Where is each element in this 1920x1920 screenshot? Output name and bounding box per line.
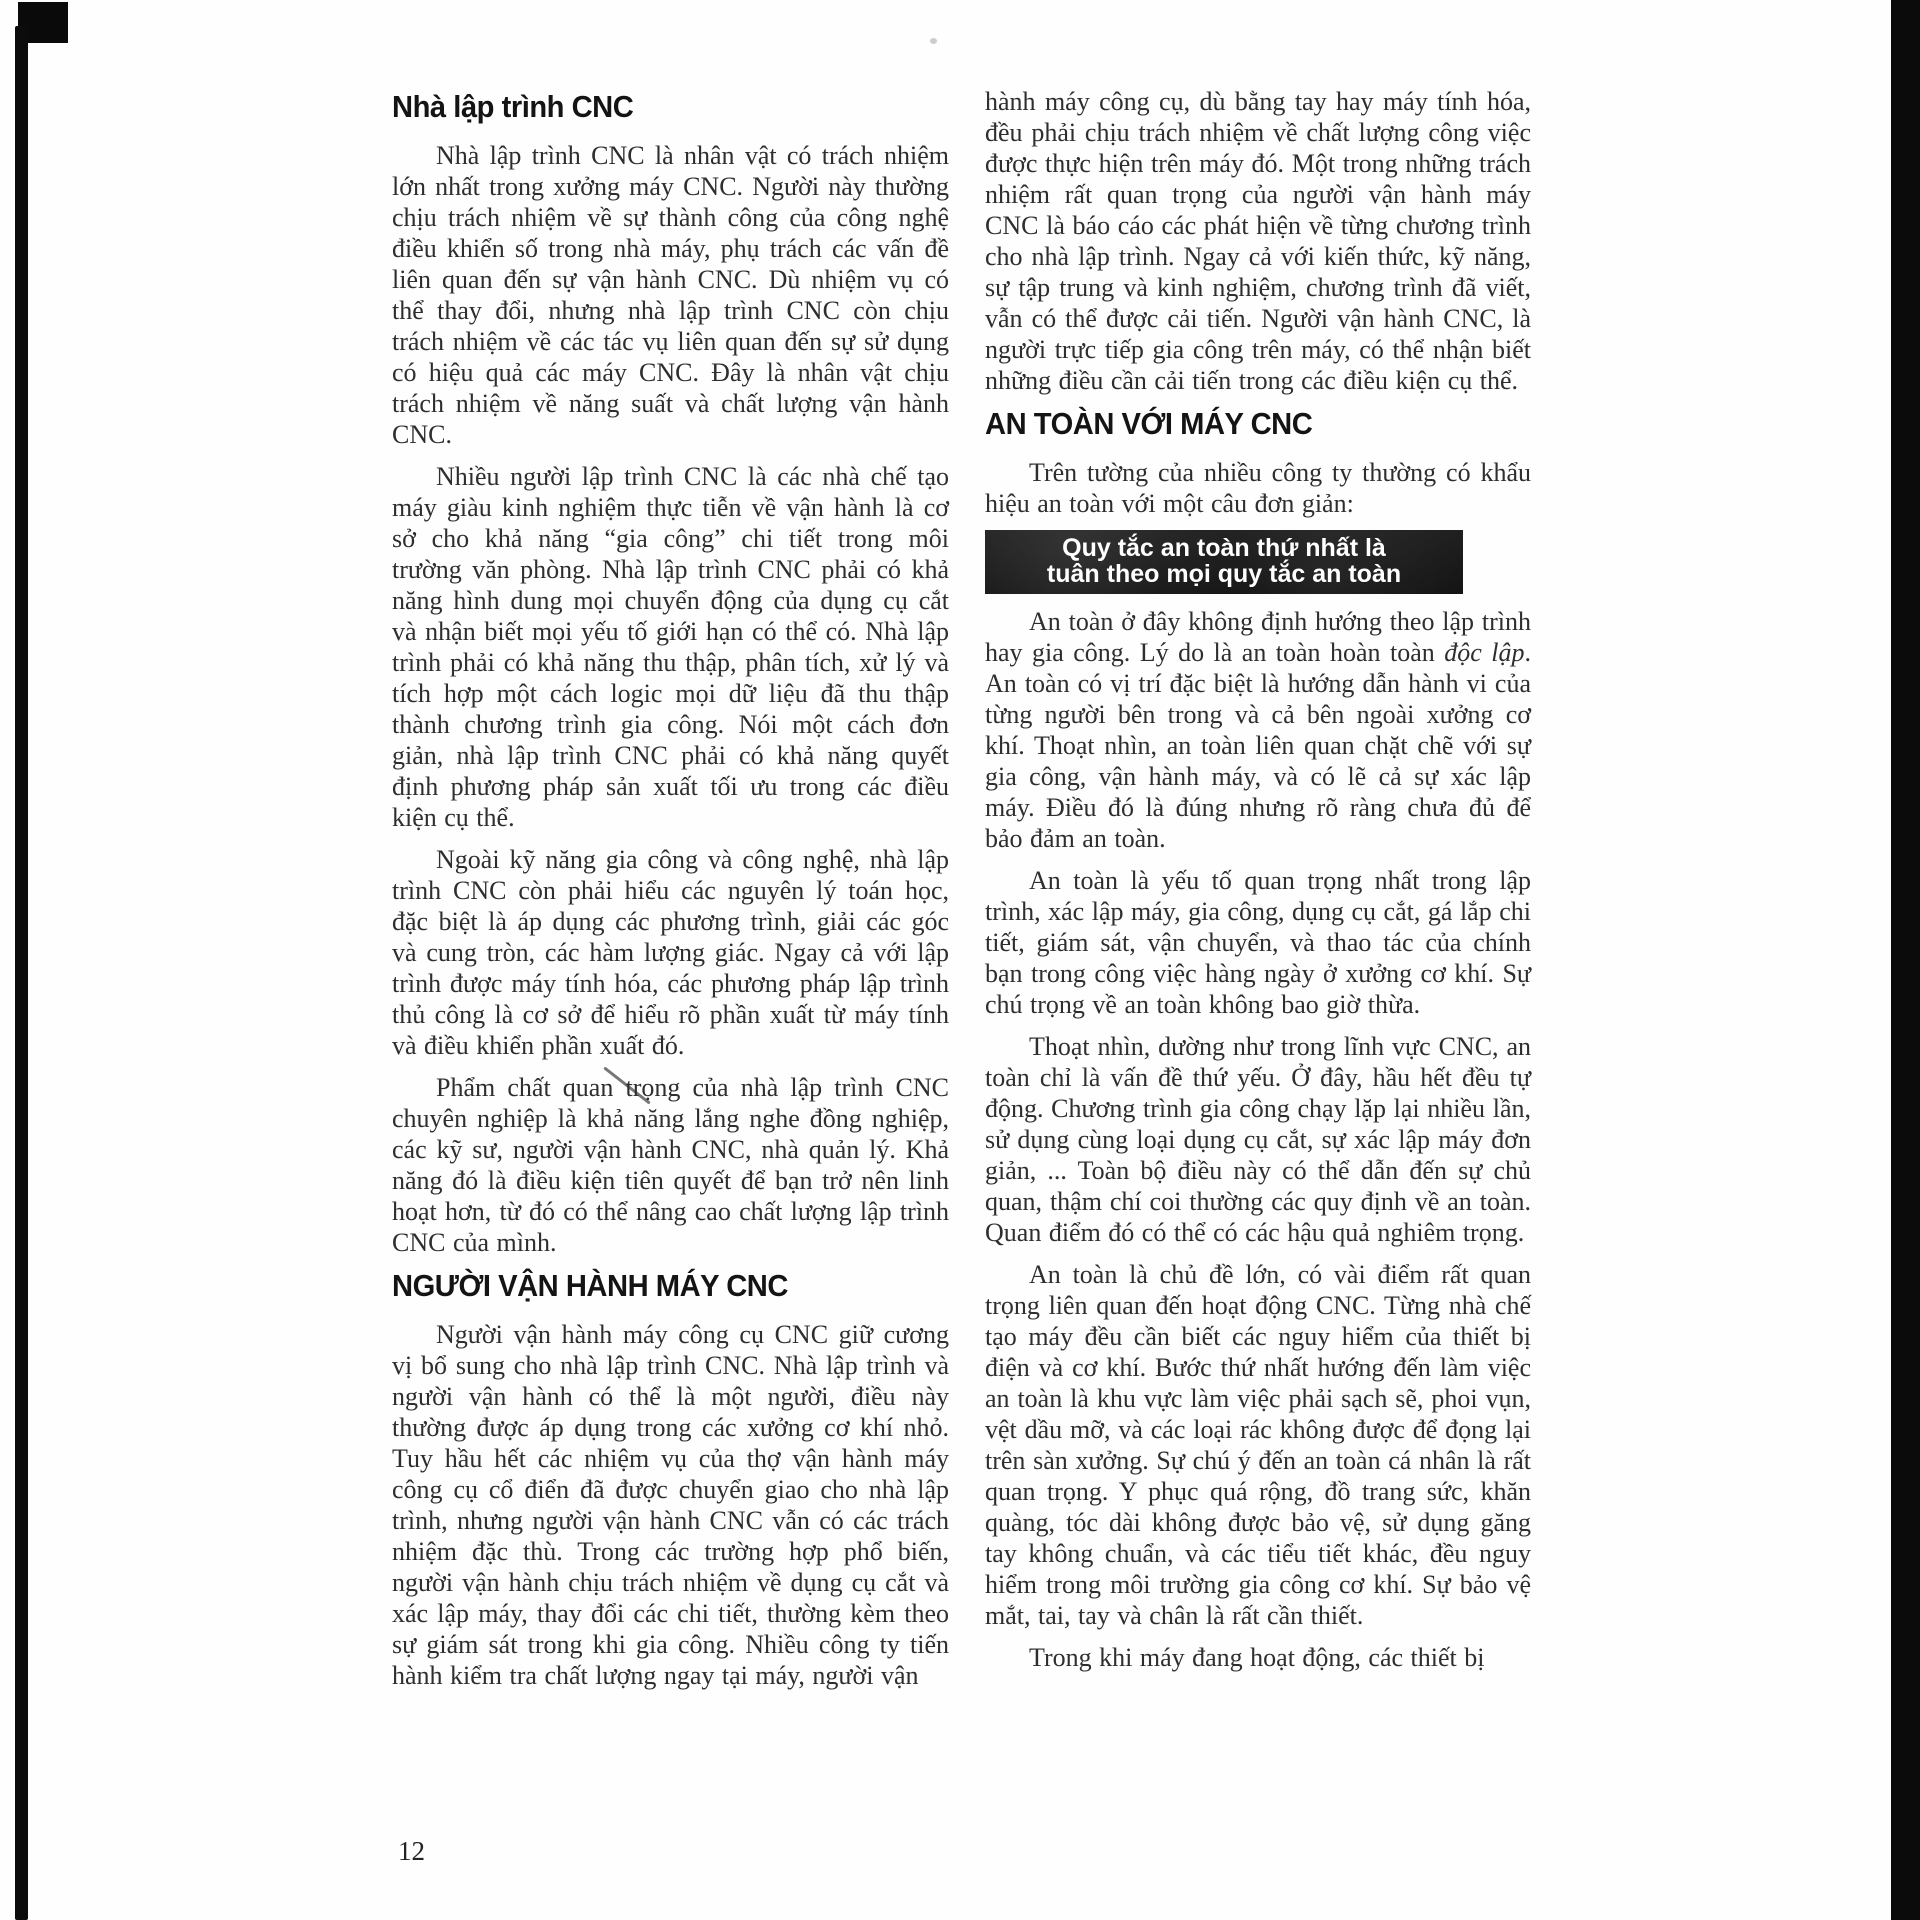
paragraph-text: An toàn ở đây không định hướng theo lập trình hay gia công. Lý do là an toàn hoàn toàn <box>985 607 1531 667</box>
scan-artifact-speck <box>930 38 937 44</box>
paragraph-continuation: hành máy công cụ, dù bằng tay hay máy tính hóa, đều phải chịu trách nhiệm về chất lượng công việc được thực hiện trên máy đó. Một trong những trách nhiệm rất quan trọng của người vận hành máy CNC là báo cáo các phát hiện về từng chương trình cho nhà lập trình. Ngay cả với kiến thức, kỹ năng, sự tập trung và kinh nghiệm, chương trình đã viết, vẫn có thể được cải tiến. Người vận hành CNC, là người trực tiếp gia công trên máy, có thể nhận biết những điều cần cải tiến trong các điều kiện cụ thể. <box>985 87 1531 395</box>
two-column-text <box>392 86 1531 1702</box>
paragraph-text-italic: độc lập <box>1444 638 1525 667</box>
paragraph: Ngoài kỹ năng gia công và công nghệ, nhà lập trình CNC còn phải hiểu các nguyên lý toán học, đặc biệt là áp dụng các phương trình, giải các góc và cung tròn, các hàm lượng giác. Ngay cả với lập trình được máy tính hóa, các phương pháp lập trình thủ công là cơ sở để hiểu rõ phần xuất từ máy tính và điều khiển phần xuất đó. <box>392 845 949 1060</box>
paragraph: Trong khi máy đang hoạt động, các thiết bị <box>1029 1643 1485 1672</box>
section-heading-cnc-operator: NGƯỜI VẬN HÀNH MÁY CNC <box>392 1268 788 1303</box>
safety-slogan-banner <box>985 530 1463 594</box>
paragraph <box>985 606 1531 854</box>
paragraph: Thoạt nhìn, dường như trong lĩnh vực CNC, an toàn chỉ là vấn đề thứ yếu. Ở đây, hầu hết đều tự động. Chương trình gia công chạy lặp lại nhiều lần, sử dụng cùng loại dụng cụ cắt, sự xác lập máy đơn giản, ... Toàn bộ điều này có thể dẫn đến sự chủ quan, thậm chí coi thường các quy định về an toàn. Quan điểm đó có thể có các hậu quả nghiêm trọng. <box>985 1032 1531 1247</box>
section-heading-cnc-safety: AN TOÀN VỚI MÁY CNC <box>985 406 1313 441</box>
left-column <box>392 86 949 1702</box>
slogan-line-2: tuân theo mọi quy tắc an toàn <box>1046 560 1402 588</box>
page-number: 12 <box>398 1836 425 1866</box>
scan-artifact-left-edge <box>15 26 28 1920</box>
paragraph: An toàn là yếu tố quan trọng nhất trong lập trình, xác lập máy, gia công, dụng cụ cắt, gá lắp chi tiết, giám sát, vận chuyển, và thao tác của chính bạn trong công việc hàng ngày ở xưởng cơ khí. Sự chú trọng về an toàn không bao giờ thừa. <box>985 866 1531 1019</box>
paragraph: An toàn là chủ đề lớn, có vài điểm rất quan trọng liên quan đến hoạt động CNC. Từng nhà chế tạo máy đều cần biết các nguy hiểm của thiết bị điện và cơ khí. Bước thứ nhất hướng đến làm việc an toàn là khu vực làm việc phải sạch sẽ, phoi vụn, vệt dầu mỡ, và các loại rác không được để đọng lại trên sàn xưởng. Sự chú ý đến an toàn cá nhân là rất quan trọng. Y phục quá rộng, đồ trang sức, khăn quàng, tóc dài không được bảo vệ, sử dụng găng tay không chuẩn, và các tiểu tiết khác, đều nguy hiểm trong môi trường gia công cơ khí. Sự bảo vệ mắt, tai, tay và chân là rất cần thiết. <box>985 1260 1531 1630</box>
section-heading-cnc-programmer: Nhà lập trình CNC <box>392 89 634 124</box>
right-column <box>985 86 1531 1702</box>
paragraph: Người vận hành máy công cụ CNC giữ cương vị bổ sung cho nhà lập trình CNC. Nhà lập trình và người vận hành có thể là một người, điều này thường được áp dụng trong các xưởng cơ khí nhỏ. Tuy hầu hết các nhiệm vụ của thợ vận hành máy công cụ cổ điển đã được chuyển giao cho nhà lập trình, nhưng người vận hành CNC vẫn có các trách nhiệm đặc thù. Trong các trường hợp phổ biến, người vận hành chịu trách nhiệm về dụng cụ cắt và xác lập máy, thay đổi các chi tiết, thường kèm theo sự giám sát trong khi gia công. Nhiều công ty tiến hành kiểm tra chất lượng ngay tại máy, người vận <box>392 1320 949 1690</box>
paragraph-text: . An toàn có vị trí đặc biệt là hướng dẫn hành vi của từng người bên trong và cả bên ngoài xưởng cơ khí. Thoạt nhìn, an toàn liên quan chặt chẽ với sự gia công, vận hành máy, và có lẽ cả sự xác lập máy. Điều đó là đúng nhưng rõ ràng chưa đủ để bảo đảm an toàn. <box>985 638 1531 853</box>
paragraph: Nhiều người lập trình CNC là các nhà chế tạo máy giàu kinh nghiệm thực tiễn về vận hành là cơ sở cho khả năng “gia công” chi tiết trong môi trường văn phòng. Nhà lập trình CNC phải có khả năng hình dung mọi chuyển động của dụng cụ cắt và nhận biết mọi yếu tố giới hạn có thể có. Nhà lập trình phải có khả năng thu thập, phân tích, xử lý và tích hợp một cách logic mọi dữ liệu đã thu thập thành chương trình gia công. Nói một cách đơn giản, nhà lập trình CNC phải có khả năng quyết định phương pháp sản xuất tối ưu trong các điều kiện cụ thể. <box>392 462 949 832</box>
paragraph: Nhà lập trình CNC là nhân vật có trách nhiệm lớn nhất trong xưởng máy CNC. Người này thường chịu trách nhiệm về sự thành công của công nghệ điều khiển số trong nhà máy, phụ trách các vấn đề liên quan đến sự vận hành CNC. Dù nhiệm vụ có thể thay đổi, nhưng nhà lập trình CNC còn chịu trách nhiệm về các tác vụ liên quan đến sự sử dụng có hiệu quả các máy CNC. Đây là nhân vật chịu trách nhiệm về năng suất và chất lượng vận hành CNC. <box>392 141 949 449</box>
slogan-line-1: Quy tắc an toàn thứ nhất là <box>1062 534 1386 562</box>
scan-artifact-right-edge <box>1891 0 1920 1920</box>
paragraph: Phẩm chất quan trọng của nhà lập trình CNC chuyên nghiệp là khả năng lắng nghe đồng nghiệp, các kỹ sư, người vận hành CNC, nhà quản lý. Khả năng đó là điều kiện tiên quyết để bạn trở nên linh hoạt hơn, từ đó có thể nâng cao chất lượng lập trình CNC của mình. <box>392 1073 949 1257</box>
paragraph: Trên tường của nhiều công ty thường có khẩu hiệu an toàn với một câu đơn giản: <box>985 458 1531 518</box>
